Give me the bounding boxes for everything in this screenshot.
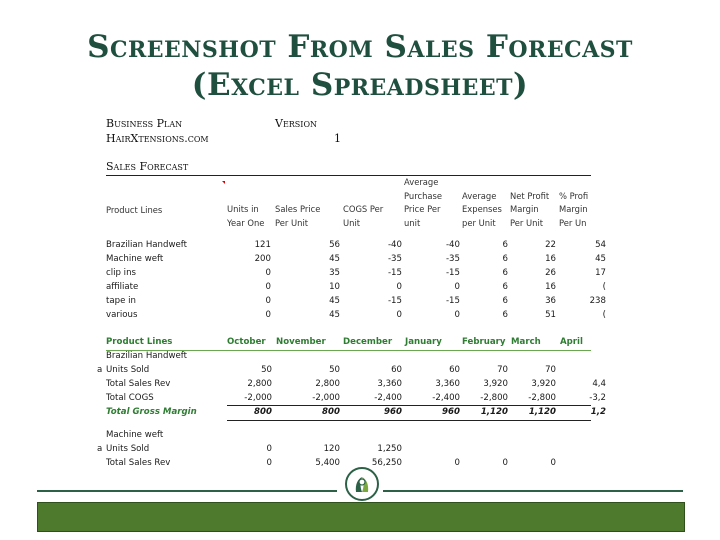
row-prefix-marker: a <box>97 365 103 375</box>
monthly-row-value: 50 <box>261 365 272 375</box>
product-row-value: 26 <box>545 268 556 278</box>
product-row-value: 36 <box>545 296 556 306</box>
product-row-value: -40 <box>387 240 402 250</box>
product-row-value: 16 <box>545 282 556 292</box>
product-row-name: Machine weft <box>106 254 164 264</box>
slide-title-line1: Screenshot From Sales Forecast <box>87 29 633 65</box>
month-header: December <box>343 337 393 347</box>
monthly-row-value: 3,360 <box>435 379 460 389</box>
monthly-row-label: Total COGS <box>106 393 154 403</box>
product-row-value: 16 <box>545 254 556 264</box>
product-column-header-line: unit <box>404 217 421 228</box>
product-row-value: -15 <box>387 296 402 306</box>
monthly-row-value: 120 <box>323 444 340 454</box>
monthly-row-value: -3,2 <box>589 393 606 403</box>
spreadsheet-screenshot <box>96 110 606 470</box>
monthly-row-label: Total Sales Rev <box>106 458 171 468</box>
monthly-row-value: 1,250 <box>377 444 402 454</box>
product-row-name: affiliate <box>106 282 139 292</box>
monthly-row-value: 0 <box>454 458 460 468</box>
monthly-row-value: 960 <box>442 407 460 417</box>
product-column-header-line: Purchase <box>404 190 443 201</box>
monthly-row-value: 3,920 <box>531 379 556 389</box>
monthly-row-value: 800 <box>254 407 272 417</box>
product-column-header-line: Year One <box>227 217 265 228</box>
monthly-row-value: 0 <box>502 458 508 468</box>
monthly-row-value: 3,920 <box>483 379 508 389</box>
product-row-value: ( <box>602 282 606 292</box>
monthly-row-value: 1,120 <box>528 407 556 417</box>
product-column-header-line: Per Unit <box>275 217 309 228</box>
product-row-value: -35 <box>445 254 460 264</box>
monthly-row-value: 4,4 <box>592 379 606 389</box>
product-row-value: 54 <box>595 240 606 250</box>
version-label: Version <box>275 117 318 130</box>
monthly-row-value: 60 <box>449 365 460 375</box>
monthly-row-value: 0 <box>266 444 272 454</box>
section-title: Sales Forecast <box>106 160 189 173</box>
product-row-value: 6 <box>502 254 508 264</box>
monthly-row-value: 3,360 <box>377 379 402 389</box>
product-row-value: 45 <box>329 254 340 264</box>
product-row-name: Brazilian Handweft <box>106 240 188 250</box>
product-row-value: 22 <box>545 240 556 250</box>
footer-line-right <box>383 490 683 492</box>
monthly-row-value: 50 <box>329 365 340 375</box>
business-plan-label: Business Plan <box>106 117 183 130</box>
monthly-row-value: 56,250 <box>371 458 402 468</box>
product-row-value: 200 <box>254 254 271 264</box>
monthly-row-label: Units Sold <box>106 444 150 454</box>
month-header: April <box>560 337 583 347</box>
product-column-header-line: Average <box>404 177 439 187</box>
product-column-header-line: Per Un <box>559 217 587 228</box>
monthly-row-value: -2,800 <box>480 393 508 403</box>
product-row-value: 45 <box>329 296 340 306</box>
monthly-row-value: 70 <box>497 365 508 375</box>
product-row-value: -15 <box>387 268 402 278</box>
product-column-header-line: per Unit <box>462 217 496 228</box>
product-lines-header: Product Lines <box>106 205 163 215</box>
product-row-value: 45 <box>595 254 606 264</box>
product-row-value: 121 <box>254 240 271 250</box>
product-column-header-line: Margin <box>510 204 539 214</box>
product-row-value: 0 <box>454 282 460 292</box>
product-row-value: 0 <box>265 268 271 278</box>
group2-name: Machine weft <box>106 430 164 440</box>
monthly-row-value: -2,800 <box>528 393 556 403</box>
group1-name: Brazilian Handweft <box>106 351 188 361</box>
product-row-value: -35 <box>387 254 402 264</box>
product-row-value: -15 <box>445 268 460 278</box>
monthly-row-label: Total Gross Margin <box>106 407 197 417</box>
monthly-row-value: 70 <box>545 365 556 375</box>
product-row-value: 0 <box>454 310 460 320</box>
product-row-value: 6 <box>502 282 508 292</box>
product-column-header-line: Units in <box>227 204 259 214</box>
product-row-value: 45 <box>329 310 340 320</box>
product-row-value: 10 <box>329 282 340 292</box>
product-row-value: -40 <box>445 240 460 250</box>
product-row-value: 6 <box>502 240 508 250</box>
product-column-header-line: Expenses <box>462 204 502 214</box>
product-row-value: 35 <box>329 268 340 278</box>
product-row-value: 51 <box>545 310 556 320</box>
product-row-value: 238 <box>589 296 606 306</box>
monthly-row-value: 2,800 <box>247 379 272 389</box>
product-row-value: 0 <box>265 282 271 292</box>
product-row-value: 17 <box>595 268 606 278</box>
product-row-name: clip ins <box>106 268 136 278</box>
product-row-value: 0 <box>396 310 402 320</box>
company-name: HairXtensions.com <box>106 132 209 145</box>
month-header: November <box>276 337 326 347</box>
monthly-row-value: 800 <box>322 407 340 417</box>
product-row-value: 6 <box>502 296 508 306</box>
product-row-value: 0 <box>396 282 402 292</box>
product-column-header-line: Margin <box>559 204 588 214</box>
total-underline <box>227 420 591 421</box>
monthly-row-value: -2,000 <box>312 393 340 403</box>
product-row-value: 0 <box>265 296 271 306</box>
subtotal-underline <box>227 405 591 406</box>
product-row-value: 6 <box>502 310 508 320</box>
month-header: February <box>462 337 506 347</box>
monthly-row-label: Units Sold <box>106 365 150 375</box>
monthly-row-value: -2,400 <box>432 393 460 403</box>
monthly-row-value: 1,2 <box>590 407 606 417</box>
product-row-value: ( <box>602 310 606 320</box>
product-column-header-line: COGS Per <box>343 204 384 214</box>
monthly-row-label: Total Sales Rev <box>106 379 171 389</box>
product-column-header-line: Unit <box>343 217 361 228</box>
version-value: 1 <box>334 132 341 145</box>
month-header: March <box>511 337 541 347</box>
product-row-value: 0 <box>265 310 271 320</box>
monthly-row-value: -2,400 <box>374 393 402 403</box>
month-header: January <box>405 337 442 347</box>
footer-line-left <box>37 490 337 492</box>
monthly-row-value: 0 <box>266 458 272 468</box>
product-row-value: -15 <box>445 296 460 306</box>
product-row-value: 56 <box>329 240 340 250</box>
monthly-row-value: 0 <box>550 458 556 468</box>
product-row-name: tape in <box>106 296 136 306</box>
monthly-row-value: 2,800 <box>315 379 340 389</box>
product-column-header-line: Price Per <box>404 204 441 214</box>
product-column-header-line: % Profi <box>559 190 589 201</box>
row-prefix-marker: a <box>97 444 103 454</box>
monthly-product-lines-header: Product Lines <box>106 337 173 347</box>
red-triangle-icon <box>222 181 225 184</box>
product-column-header-line: Sales Price <box>275 204 321 214</box>
section-divider <box>106 175 591 176</box>
monthly-row-value: 960 <box>384 407 402 417</box>
footer-bar <box>37 502 685 532</box>
product-column-header-line: Per Unit <box>510 217 544 228</box>
month-header: October <box>227 337 266 347</box>
product-row-name: various <box>106 310 138 320</box>
hair-logo-icon <box>345 467 379 501</box>
monthly-row-value: 60 <box>391 365 402 375</box>
product-row-value: 6 <box>502 268 508 278</box>
monthly-row-value: 5,400 <box>315 458 340 468</box>
product-column-header-line: Average <box>462 190 497 201</box>
product-column-header-line: Net Profit <box>510 190 550 201</box>
monthly-row-value: 1,120 <box>480 407 508 417</box>
monthly-row-value: -2,000 <box>244 393 272 403</box>
slide-title-line2: (Excel Spreadsheet) <box>191 67 529 103</box>
